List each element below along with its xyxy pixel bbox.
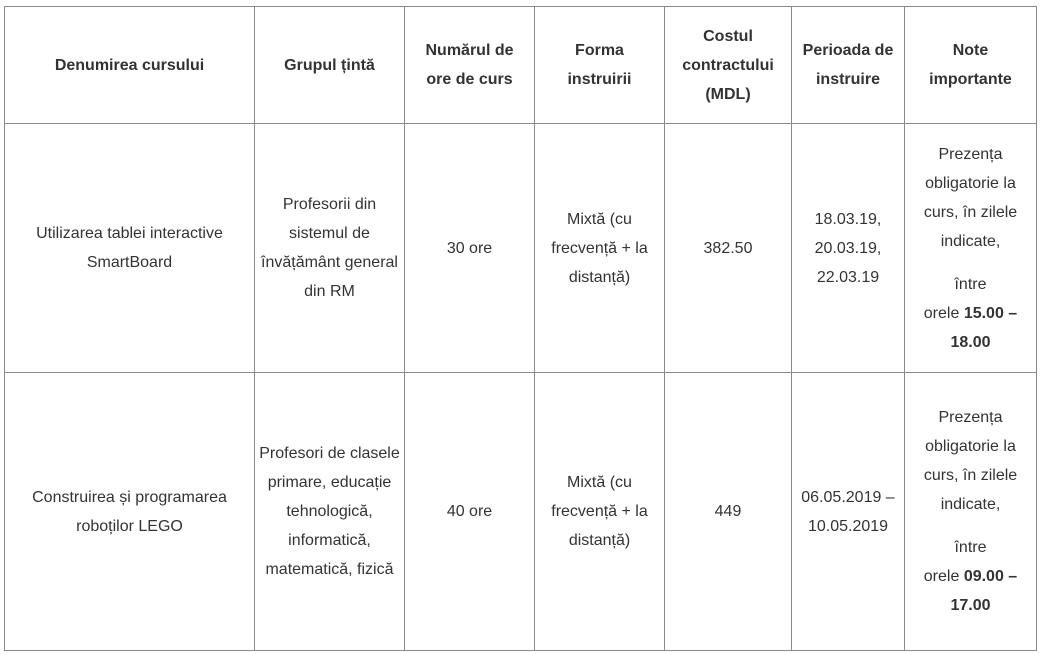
cost-cell: 382.50	[665, 124, 792, 373]
header-period: Perioada de instruire	[792, 7, 905, 124]
form-cell: Mixtă (cu frecvență + la distanță)	[535, 373, 665, 651]
target-group-cell: Profesori de clasele primare, educație tehnologică, informatică, matematică, fizică	[255, 373, 405, 651]
note-hours-prefix: orele	[923, 568, 960, 585]
cost-cell: 449	[665, 373, 792, 651]
target-group-cell: Profesorii din sistemul de învățământ general din RM	[255, 124, 405, 373]
note-hours-value: 09.00 – 17.00	[950, 568, 1018, 614]
note-hours-prefix: orele	[923, 304, 960, 322]
header-target-group: Grupul țintă	[255, 7, 405, 124]
period-cell: 18.03.19, 20.03.19, 22.03.19	[792, 124, 905, 373]
course-name-cell: Construirea și programarea roboților LEGO	[5, 373, 255, 651]
notes-cell	[905, 124, 1037, 373]
form-cell: Mixtă (cu frecvență + la distanță)	[535, 124, 665, 373]
note-between: între	[954, 275, 987, 293]
note-hours	[913, 562, 1028, 620]
header-cost: Costul contractului (MDL)	[665, 7, 792, 124]
period-cell: 06.05.2019 – 10.05.2019	[792, 373, 905, 651]
note-between: între	[954, 539, 987, 556]
courses-table	[4, 6, 1037, 651]
header-hours: Numărul de ore de curs	[405, 7, 535, 124]
header-row	[5, 7, 1037, 124]
note-hours	[913, 299, 1028, 357]
hours-cell: 40 ore	[405, 373, 535, 651]
header-course-name: Denumirea cursului	[5, 7, 255, 124]
header-form: Forma instruirii	[535, 7, 665, 124]
header-notes: Note importante	[905, 7, 1037, 124]
course-name-cell: Utilizarea tablei interactive SmartBoard	[5, 124, 255, 373]
table-row	[5, 124, 1037, 373]
hours-cell: 30 ore	[405, 124, 535, 373]
table-row	[5, 373, 1037, 651]
note-text: Prezența obligatorie la curs, în zilele indicate,	[923, 409, 1018, 513]
note-text: Prezența obligatorie la curs, în zilele indicate,	[923, 145, 1018, 250]
note-hours-value: 15.00 – 18.00	[950, 304, 1018, 351]
notes-cell	[905, 373, 1037, 651]
